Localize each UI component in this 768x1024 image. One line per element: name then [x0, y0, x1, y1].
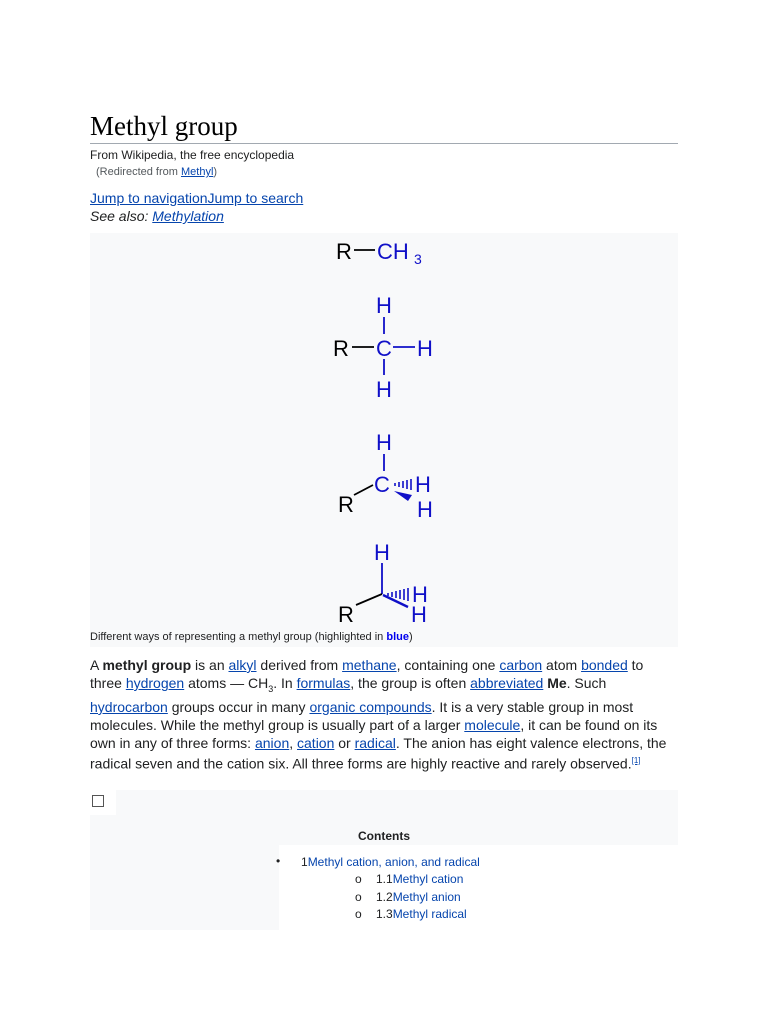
toc-list [276, 845, 678, 930]
atom-h-wedge: H [417, 497, 433, 522]
title-divider [90, 143, 678, 144]
caption-blue-word: blue [386, 631, 409, 643]
bond-r-c [356, 594, 382, 605]
text: to three [90, 657, 644, 691]
text: , [289, 734, 298, 751]
structure-wedge-skeletal [338, 540, 428, 627]
lead-paragraph [90, 656, 678, 772]
text: , containing one [396, 657, 500, 673]
structure-condensed [336, 239, 422, 267]
redirect-prefix: (Redirected from [96, 166, 181, 178]
text: or [334, 734, 355, 751]
text: . It is a very stable group in most molecules. While the methyl group is usually part of a larger [90, 698, 634, 733]
text: , the group is often [350, 675, 471, 691]
link-formulas[interactable]: formulas [296, 675, 351, 691]
atom-c: C [374, 472, 390, 497]
redirect-note [96, 166, 217, 178]
subscript: 3 [268, 683, 274, 694]
text: derived from [256, 657, 343, 673]
atom-r: R [338, 492, 354, 517]
toc-link[interactable]: Methyl radical [392, 907, 467, 921]
toc-item[interactable] [301, 855, 480, 869]
toc-link[interactable]: Methyl cation [392, 872, 464, 886]
structure-lewis [333, 293, 433, 402]
atom-ch: CH [377, 239, 409, 264]
toc-number: 1.1 [376, 872, 393, 886]
bond-r-c [354, 485, 373, 495]
toc-item[interactable] [376, 890, 461, 904]
figure-caption [90, 631, 413, 643]
atom-h-top: H [376, 293, 392, 318]
link-methane[interactable]: methane [342, 657, 397, 673]
text: is an [191, 657, 229, 673]
text: , it can be found on its own in any of three forms: [90, 716, 658, 751]
redirect-link[interactable]: Methyl [180, 166, 214, 178]
redirect-suffix: ) [213, 166, 218, 178]
structure-wedge-labeled [338, 430, 433, 522]
atom-h-bottom: H [376, 377, 392, 402]
atom-c: C [376, 336, 392, 361]
methyl-structures-diagram[interactable] [90, 233, 678, 631]
toc-number: 1.3 [376, 907, 393, 921]
atom-r: R [338, 602, 354, 627]
jump-to-search-link[interactable]: Jump to search [207, 190, 304, 206]
circle-bullet-icon: o [355, 890, 362, 904]
atom-h-right: H [417, 336, 433, 361]
toc-number: 1.2 [376, 890, 393, 904]
reference-link[interactable]: [1] [631, 755, 641, 765]
table-of-contents [90, 790, 678, 930]
toc-link[interactable]: Methyl cation, anion, and radical [307, 855, 480, 869]
see-also-hatnote [90, 208, 224, 224]
checkbox-icon[interactable] [92, 795, 104, 807]
text: groups occur in many [167, 698, 310, 715]
link-abbreviated[interactable]: abbreviated [470, 675, 544, 691]
atom-h-top: H [374, 540, 390, 565]
caption-suffix: ) [408, 631, 413, 643]
jump-links [90, 190, 303, 206]
page-title: Methyl group [90, 111, 238, 141]
circle-bullet-icon: o [355, 907, 362, 921]
link-anion[interactable]: anion [254, 734, 290, 751]
toc-title: Contents [358, 829, 410, 843]
subscript-3: 3 [414, 251, 422, 267]
atom-h-hashed: H [415, 472, 431, 497]
link-organic-compounds[interactable]: organic compounds [309, 698, 432, 715]
atom-r: R [333, 336, 349, 361]
hashed-bond [395, 479, 411, 490]
link-alkyl[interactable]: alkyl [228, 657, 257, 673]
text: A [90, 657, 103, 673]
text: . In [273, 675, 297, 691]
see-also-label: See also: [90, 208, 153, 224]
toc-item[interactable] [376, 907, 467, 921]
toc-toggle-checkbox[interactable] [90, 789, 116, 815]
atom-r: R [336, 239, 352, 264]
text: atom [542, 657, 582, 673]
circle-bullet-icon: o [355, 872, 362, 886]
toc-link[interactable]: Methyl anion [392, 890, 461, 904]
link-cation[interactable]: cation [297, 734, 335, 751]
bold-term: Me [547, 675, 567, 691]
link-radical[interactable]: radical [354, 734, 396, 751]
atom-h-wedge: H [411, 602, 427, 627]
link-molecule[interactable]: molecule [464, 716, 521, 733]
see-also-methylation-link[interactable]: Methylation [152, 208, 224, 224]
link-hydrocarbon[interactable]: hydrocarbon [90, 698, 168, 715]
link-carbon[interactable]: carbon [499, 657, 543, 673]
toc-number: 1 [301, 855, 308, 869]
link-bonded[interactable]: bonded [581, 657, 628, 673]
text: . The anion has eight valence electrons, the radical seven and the cation six. All three forms are highly reactive and rarely observed. [90, 734, 667, 772]
link-hydrogen[interactable]: hydrogen [125, 675, 185, 691]
atom-h-top: H [376, 430, 392, 455]
text: atoms — CH [184, 675, 269, 691]
methyl-structures-figure [90, 233, 678, 647]
jump-to-navigation-link[interactable]: Jump to navigation [90, 190, 208, 206]
text: . Such [566, 675, 607, 691]
bullet-icon: • [276, 854, 281, 868]
atom-h-hashed: H [412, 582, 428, 607]
toc-item[interactable] [376, 872, 463, 886]
bold-term: methyl group [102, 657, 192, 673]
tagline: From Wikipedia, the free encyclopedia [90, 148, 295, 162]
wedge-bond [394, 491, 412, 501]
caption-prefix: Different ways of representing a methyl group (highlighted in [90, 631, 387, 643]
